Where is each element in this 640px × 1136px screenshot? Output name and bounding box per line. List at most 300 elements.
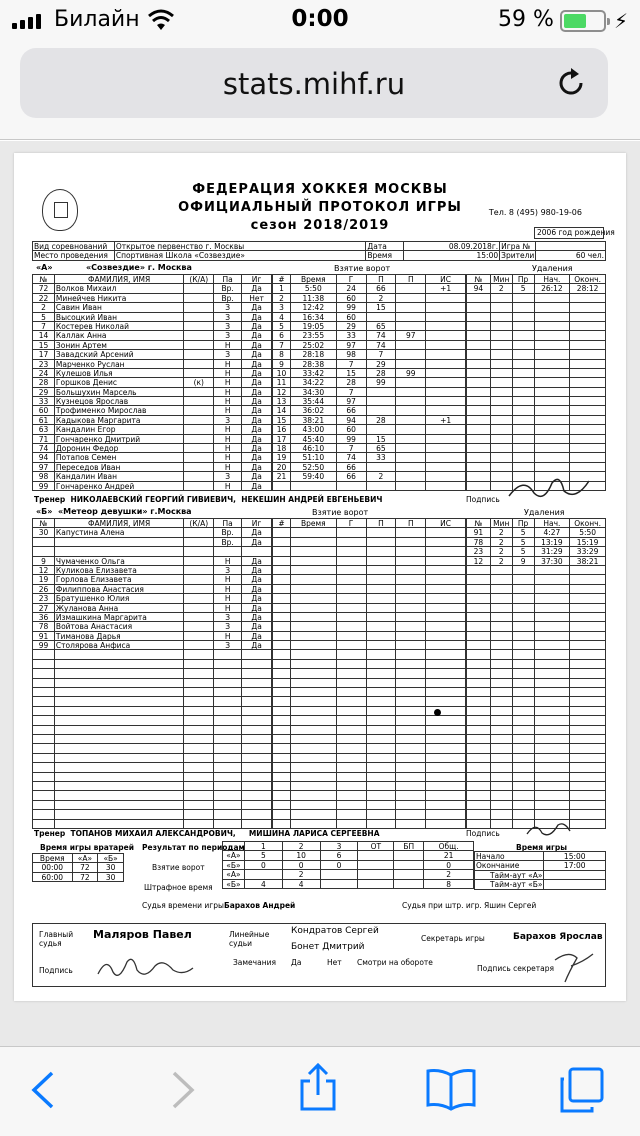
pen-min <box>491 294 513 303</box>
pen-end <box>570 594 606 603</box>
col-ka <box>184 547 214 556</box>
pen-min <box>491 754 513 763</box>
goal-time <box>291 707 337 716</box>
goal-no: 7 <box>273 341 291 350</box>
col-pos: Вр. <box>214 528 242 537</box>
goal-time: 16:34 <box>291 313 337 322</box>
goal-assist1 <box>367 726 397 735</box>
goal-scorer: 99 <box>337 435 367 444</box>
col-ka <box>184 369 214 378</box>
goal-time: 28:38 <box>291 360 337 369</box>
col-name: Каллак Анна <box>55 331 184 340</box>
col-number <box>33 773 55 782</box>
url-text[interactable]: stats.mihf.ru <box>222 67 406 101</box>
goal-assist2 <box>396 660 426 669</box>
pen-number <box>467 735 491 744</box>
goal-assist2 <box>396 397 426 406</box>
col-plays-header: Иг <box>242 519 272 528</box>
pen-end <box>570 697 606 706</box>
col-plays <box>242 547 272 556</box>
pen-number <box>467 585 491 594</box>
period-cell <box>321 880 359 889</box>
col-number-header: № <box>33 519 55 528</box>
col-pos: Н <box>214 594 242 603</box>
pen-number <box>467 341 491 350</box>
goal-no: 19 <box>273 453 291 462</box>
pen-number <box>467 369 491 378</box>
pen-end <box>570 735 606 744</box>
time-label: Время <box>366 251 404 260</box>
goal-situation <box>426 669 466 678</box>
penalty-row <box>467 688 606 697</box>
col-ka <box>184 754 214 763</box>
pen-end <box>570 791 606 800</box>
tabs-icon[interactable] <box>556 1065 606 1119</box>
col-plays: Да <box>242 472 272 481</box>
goal-assist1 <box>367 463 397 472</box>
col-pos: Н <box>214 575 242 584</box>
pen-reason <box>513 641 535 650</box>
pen-reason <box>513 679 535 688</box>
coach2-name: МИШИНА ЛАРИСА СЕРГЕЕВНА <box>248 829 380 838</box>
penalty-row <box>467 613 606 622</box>
col-number <box>33 810 55 819</box>
col-ka <box>184 650 214 659</box>
goal-scorer: 99 <box>337 303 367 312</box>
goal-assist2 <box>396 763 426 772</box>
goal-no <box>273 660 291 669</box>
col-ka-header: (К/А) <box>184 519 214 528</box>
goal-assist2 <box>396 313 426 322</box>
pen-reason-header: Пр <box>513 519 535 528</box>
goal-row <box>273 557 466 566</box>
linesman-2: Бонет Дмитрий <box>291 942 365 952</box>
pen-number <box>467 406 491 415</box>
penalty-row <box>467 716 606 725</box>
col-number: 91 <box>33 632 55 641</box>
goal-row <box>273 350 466 359</box>
goal-assist1: 2 <box>367 472 397 481</box>
goal-scorer <box>337 557 367 566</box>
col-plays: Да <box>242 369 272 378</box>
col-pos <box>214 773 242 782</box>
pen-start <box>535 322 571 331</box>
goal-assist2 <box>396 632 426 641</box>
gk-judge: Барахов Андрей <box>224 901 296 910</box>
goal-assist1 <box>367 388 397 397</box>
timeout-a-label: Тайм-аут «А» <box>475 871 544 880</box>
col-plays: Да <box>242 641 272 650</box>
pen-start: 26:12 <box>535 284 571 293</box>
col-name <box>55 735 184 744</box>
goal-scorer <box>337 744 367 753</box>
goal-row <box>273 482 466 491</box>
goal-assist1: 33 <box>367 453 397 462</box>
pen-start <box>535 660 571 669</box>
goal-time <box>291 820 337 829</box>
col-name: Горшков Денис <box>55 378 184 387</box>
pen-start <box>535 632 571 641</box>
pen-start: 4:27 <box>535 528 571 537</box>
col-pos <box>214 650 242 659</box>
col-pos: Н <box>214 397 242 406</box>
pen-min <box>491 453 513 462</box>
address-bar[interactable] <box>20 48 608 118</box>
phone: Тел. 8 (495) 980-19-06 <box>488 208 582 217</box>
penalty-row <box>467 313 606 322</box>
player-row <box>33 585 272 594</box>
col-number: 78 <box>33 622 55 631</box>
pen-reason <box>513 604 535 613</box>
goal-scorer <box>337 679 367 688</box>
pen-reason: 5 <box>513 284 535 293</box>
goal-assist1 <box>367 688 397 697</box>
goal-no <box>273 613 291 622</box>
secretary-signature-icon <box>549 946 599 986</box>
col-plays: Да <box>242 331 272 340</box>
pen-reason <box>513 754 535 763</box>
pen-reason-header: Пр <box>513 275 535 284</box>
col-ka <box>184 575 214 584</box>
goal-time: 33:42 <box>291 369 337 378</box>
date-value: 08.09.2018г. <box>404 242 500 251</box>
goal-situation <box>426 350 466 359</box>
pen-min <box>491 735 513 744</box>
goal-scorer <box>337 622 367 631</box>
goal-assist1: 65 <box>367 322 397 331</box>
col-ka <box>184 791 214 800</box>
pen-number-header: № <box>467 275 491 284</box>
comp-label: Вид соревнований <box>33 242 115 251</box>
player-row <box>33 716 272 725</box>
col-ka <box>184 397 214 406</box>
header-row <box>467 275 606 284</box>
penalty-row <box>467 604 606 613</box>
goal-situation <box>426 444 466 453</box>
goal-assist2 <box>396 341 426 350</box>
pen-min <box>491 782 513 791</box>
goalie-time-title: Время игры вратарей <box>40 843 134 852</box>
player-row <box>33 284 272 293</box>
goal-time: 46:10 <box>291 444 337 453</box>
col-number <box>33 538 55 547</box>
col-name <box>55 716 184 725</box>
period-cell: «А» <box>223 851 245 860</box>
col-ka <box>184 303 214 312</box>
penalty-row <box>467 406 606 415</box>
player-row <box>33 820 272 829</box>
timeout-b-value <box>544 880 606 889</box>
penalty-row <box>467 425 606 434</box>
col-pos: Н <box>214 463 242 472</box>
col-ka <box>184 744 214 753</box>
goal-assist2 <box>396 378 426 387</box>
goal-scorer-header: Г <box>337 275 367 284</box>
pen-min <box>491 575 513 584</box>
pen-min <box>491 313 513 322</box>
goal-assist1 <box>367 735 397 744</box>
player-row <box>33 538 272 547</box>
venue-value: Спортивная Школа «Созвездие» <box>115 251 367 260</box>
col-pos: З <box>214 472 242 481</box>
col-ka <box>184 360 214 369</box>
goal-situation-header: ИС <box>426 275 466 284</box>
goal-row <box>273 716 466 725</box>
pen-min <box>491 585 513 594</box>
period-cell <box>245 870 283 879</box>
col-ka <box>184 660 214 669</box>
team-a-goals <box>272 274 466 491</box>
share-icon[interactable] <box>296 1063 340 1117</box>
goal-time: 52:50 <box>291 463 337 472</box>
period-header: 1 <box>245 842 283 851</box>
goal-situation <box>426 716 466 725</box>
col-name: Куликова Елизавета <box>55 566 184 575</box>
goal-no: 9 <box>273 360 291 369</box>
goal-no-header: # <box>273 275 291 284</box>
team-a-sign-label: Подпись <box>466 495 500 504</box>
col-name <box>55 650 184 659</box>
penalty-row <box>467 378 606 387</box>
player-row <box>33 726 272 735</box>
pen-number <box>467 763 491 772</box>
remarks-yes: Да <box>291 958 302 967</box>
pen-start <box>535 313 571 322</box>
goal-assist2 <box>396 622 426 631</box>
time-row <box>475 861 606 870</box>
col-name <box>55 820 184 829</box>
period-cell: 21 <box>424 851 474 860</box>
pen-min <box>491 303 513 312</box>
col-name: Зонин Артем <box>55 341 184 350</box>
col-plays: Да <box>242 350 272 359</box>
goal-time: 19:05 <box>291 322 337 331</box>
remarks-label: Замечания <box>233 958 276 967</box>
col-number: 5 <box>33 313 55 322</box>
penalty-row <box>467 360 606 369</box>
player-row <box>33 791 272 800</box>
goal-assist1 <box>367 716 397 725</box>
pen-min <box>491 331 513 340</box>
goal-situation <box>426 322 466 331</box>
penalty-row <box>467 735 606 744</box>
col-ka <box>184 557 214 566</box>
goal-no <box>273 707 291 716</box>
pen-start <box>535 773 571 782</box>
goal-situation <box>426 726 466 735</box>
goal-scorer: 66 <box>337 472 367 481</box>
goal-assist2 <box>396 472 426 481</box>
goal-situation <box>426 482 466 491</box>
main-ref-sign-label: Подпись <box>39 966 73 975</box>
secretary-name: Барахов Ярослав <box>513 932 603 942</box>
pen-min: 2 <box>491 528 513 537</box>
pen-start <box>535 341 571 350</box>
col-pos: Н <box>214 425 242 434</box>
pen-number <box>467 397 491 406</box>
goal-time <box>291 726 337 735</box>
goal-assist1 <box>367 763 397 772</box>
goal-situation <box>426 791 466 800</box>
pen-reason <box>513 707 535 716</box>
goal-assist1: 28 <box>367 416 397 425</box>
goal-time <box>291 632 337 641</box>
col-number <box>33 707 55 716</box>
pen-reason <box>513 566 535 575</box>
pen-end <box>570 425 606 434</box>
pen-end <box>570 754 606 763</box>
pen-start <box>535 585 571 594</box>
team-b-sign-label: Подпись <box>466 829 500 838</box>
goal-time: 23:55 <box>291 331 337 340</box>
pen-reason <box>513 773 535 782</box>
col-pos <box>214 707 242 716</box>
pen-min <box>491 406 513 415</box>
goal-no <box>273 697 291 706</box>
pen-number <box>467 726 491 735</box>
goal-assist2 <box>396 679 426 688</box>
goal-assist2 <box>396 528 426 537</box>
col-plays: Да <box>242 604 272 613</box>
goal-time <box>291 782 337 791</box>
pen-start <box>535 575 571 584</box>
goal-assist1 <box>367 641 397 650</box>
col-pos: Н <box>214 444 242 453</box>
period-row <box>223 880 474 889</box>
pen-reason <box>513 575 535 584</box>
pen-min: 2 <box>491 557 513 566</box>
pen-end <box>570 613 606 622</box>
col-pos <box>214 763 242 772</box>
spectators-unit: чел. <box>587 251 605 261</box>
pen-number <box>467 782 491 791</box>
player-row <box>33 397 272 406</box>
col-plays: Да <box>242 538 272 547</box>
penalty-row <box>467 416 606 425</box>
goal-scorer <box>337 773 367 782</box>
pen-min <box>491 444 513 453</box>
pen-min: 2 <box>491 547 513 556</box>
back-icon[interactable] <box>28 1069 58 1115</box>
pen-number-header: № <box>467 519 491 528</box>
player-row <box>33 641 272 650</box>
col-ka <box>184 669 214 678</box>
col-ka: (к) <box>184 378 214 387</box>
pen-start <box>535 801 571 810</box>
pen-start <box>535 397 571 406</box>
col-pos: Н <box>214 378 242 387</box>
col-ka <box>184 425 214 434</box>
pen-start <box>535 679 571 688</box>
goal-scorer <box>337 669 367 678</box>
goal-time <box>291 482 337 491</box>
col-name <box>55 726 184 735</box>
pen-start <box>535 726 571 735</box>
team-b-name: «Метеор девушки» г.Москва <box>58 507 192 516</box>
goal-assist1 <box>367 604 397 613</box>
period-header: Общ. <box>424 842 474 851</box>
team-b-goals <box>272 518 466 829</box>
goal-scorer: 74 <box>337 453 367 462</box>
penalty-row <box>467 547 606 556</box>
player-row <box>33 754 272 763</box>
end-value: 17:00 <box>544 861 606 870</box>
col-number: 71 <box>33 435 55 444</box>
goal-row <box>273 406 466 415</box>
pen-end <box>570 341 606 350</box>
goal-assist2 <box>396 604 426 613</box>
bookmarks-icon[interactable] <box>424 1067 478 1115</box>
goal-row <box>273 744 466 753</box>
pen-number <box>467 604 491 613</box>
pen-number <box>467 472 491 481</box>
goal-row <box>273 641 466 650</box>
pen-end <box>570 378 606 387</box>
pen-start <box>535 566 571 575</box>
col-pos: Н <box>214 604 242 613</box>
period-cell <box>358 861 394 870</box>
goal-time-header: Время <box>291 519 337 528</box>
goal-assist2 <box>396 406 426 415</box>
coach-name: ТОПАНОВ МИХАИЛ АЛЕКСАНДРОВИЧ, <box>70 829 236 838</box>
col-pos: З <box>214 641 242 650</box>
goal-assist1: 15 <box>367 435 397 444</box>
goal-no: 8 <box>273 350 291 359</box>
goal-assist1 <box>367 406 397 415</box>
col-number: 28 <box>33 378 55 387</box>
time-row <box>475 871 606 880</box>
col-plays <box>242 744 272 753</box>
pen-number <box>467 294 491 303</box>
col-ka <box>184 388 214 397</box>
col-name: Тиманова Дарья <box>55 632 184 641</box>
col-number <box>33 688 55 697</box>
pen-reason <box>513 782 535 791</box>
period-cell <box>321 870 359 879</box>
col-ka <box>184 322 214 331</box>
reload-icon[interactable] <box>554 66 588 104</box>
col-name-header: ФАМИЛИЯ, ИМЯ <box>55 275 184 284</box>
goal-time <box>291 669 337 678</box>
goal-assist1: 99 <box>367 378 397 387</box>
penalty-row <box>467 641 606 650</box>
col-number: 27 <box>33 604 55 613</box>
goal-scorer: 7 <box>337 388 367 397</box>
goal-scorer <box>337 754 367 763</box>
goal-situation <box>426 378 466 387</box>
pen-start <box>535 754 571 763</box>
blank-header <box>223 842 245 851</box>
col-number: 36 <box>33 613 55 622</box>
col-name: Гончаренко Андрей <box>55 482 184 491</box>
forward-icon[interactable] <box>168 1069 198 1115</box>
goal-time: 36:02 <box>291 406 337 415</box>
col-name <box>55 791 184 800</box>
browser-toolbar <box>0 1046 640 1136</box>
goal-assist1 <box>367 782 397 791</box>
col-ka <box>184 594 214 603</box>
pen-start <box>535 650 571 659</box>
goal-time <box>291 547 337 556</box>
pen-min <box>491 341 513 350</box>
goal-no <box>273 679 291 688</box>
col-name <box>55 707 184 716</box>
goal-assist2 <box>396 716 426 725</box>
pen-min <box>491 641 513 650</box>
goal-time <box>291 622 337 631</box>
goal-no <box>273 538 291 547</box>
pen-number <box>467 360 491 369</box>
